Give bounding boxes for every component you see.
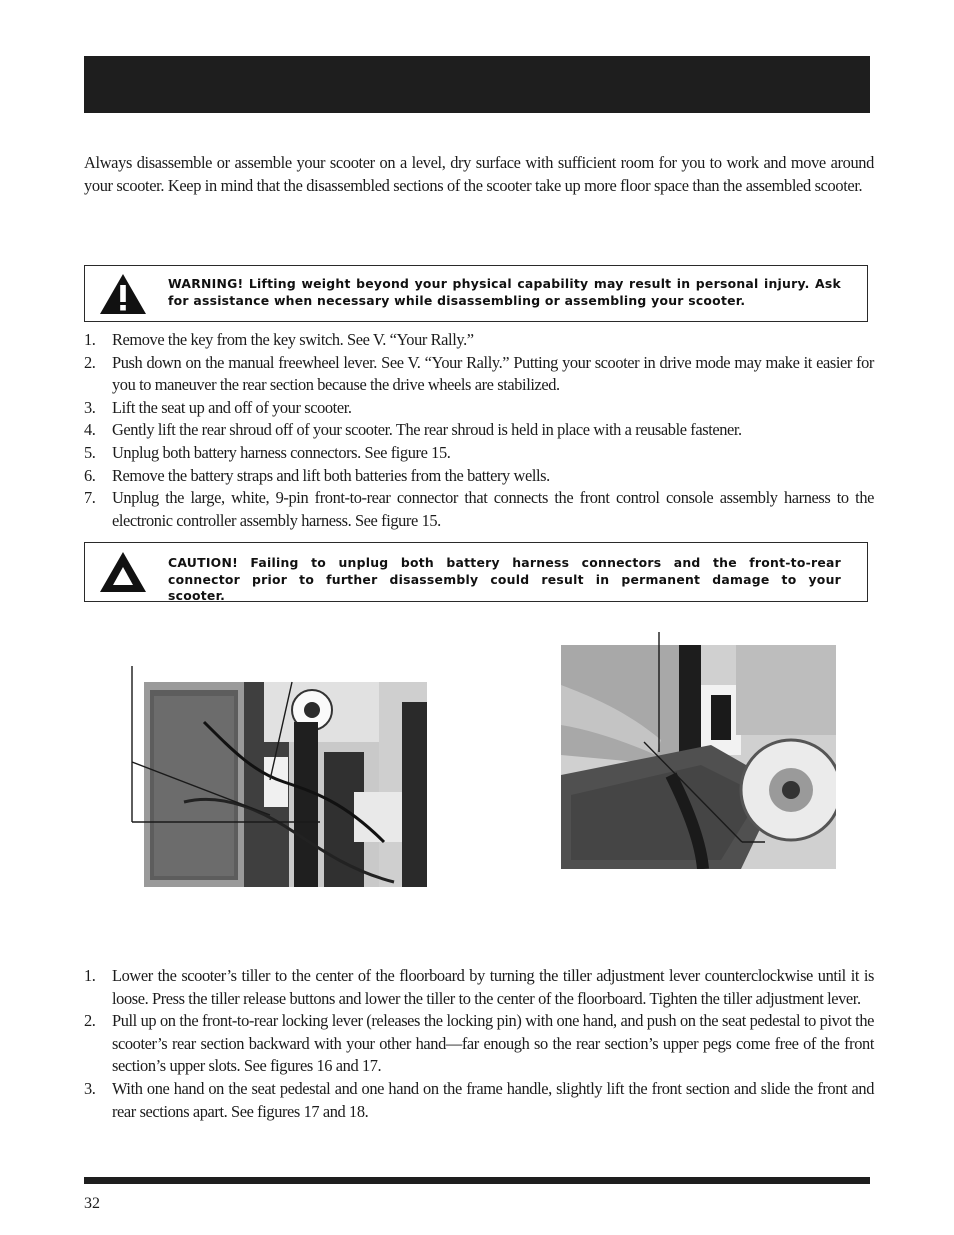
section-header-bar (84, 56, 870, 113)
list-item: 5. Unplug both battery harness connectors. See figure 15. (84, 442, 451, 462)
page-number: 32 (84, 1195, 100, 1212)
list-item: 2. Pull up on the front-to-rear locking lever (releases the locking pin) with one hand, and push on the seat pedestal to pivot the scooter’s rear section backward with your other hand—far enough so the rear section’s upper pegs come free of the front section’s upper slots. See figures 16 and 17. (84, 1011, 874, 1076)
caution-box (84, 542, 868, 602)
list-item: 4. Gently lift the rear shroud off of your scooter. The rear shroud is held in place with a reusable fastener. (84, 420, 742, 440)
front-to-rear-connector-photo (561, 645, 836, 869)
battery-harness-photo (144, 682, 427, 887)
intro-paragraph: Always disassemble or assemble your scooter on a level, dry surface with sufficient room for you to work and move around your scooter. Keep in mind that the disassembled sections of the scooter take up more floor space than the assembled scooter. (84, 153, 874, 195)
exclamation-icon (98, 272, 148, 316)
list-item: 3. With one hand on the seat pedestal and one hand on the frame handle, slightly lift the front section and slide the front and rear sections apart. See figures 17 and 18. (84, 1078, 874, 1121)
list-item: 1. Lower the scooter’s tiller to the center of the floorboard by turning the tiller adjustment lever counterclockwise until it is loose. Press the tiller release buttons and lower the tiller to the center of the floorboard. Tighten the tiller adjustment lever. (84, 966, 874, 1008)
caution-text: CAUTION! Failing to unplug both battery harness connectors and the front-to-rear connector prior to further disassembly could result in permanent damage to your scooter. (168, 555, 841, 603)
separation-steps-list (84, 965, 874, 1123)
list-item: 1. Remove the key from the key switch. See V. “Your Rally.” (84, 330, 474, 349)
list-item: 6. Remove the battery straps and lift both batteries from the battery wells. (84, 465, 550, 485)
warning-box (84, 265, 868, 322)
list-item: 3. Lift the seat up and off of your scooter. (84, 397, 352, 417)
list-item: 2. Push down on the manual freewheel lever. See V. “Your Rally.” Putting your scooter in drive mode may make it easier for you to maneuver the rear section because the drive wheels are stabilized. (84, 352, 874, 395)
triangle-icon (98, 550, 148, 594)
list-item: 7. Unplug the large, white, 9-pin front-to-rear connector that connects the front control console assembly harness to the electronic controller assembly harness. See figure 15. (84, 488, 874, 530)
disassembly-steps-list (84, 329, 874, 532)
footer-rule (84, 1177, 870, 1184)
warning-text: WARNING! Lifting weight beyond your physical capability may result in personal injury. Ask for assistance when necessary while disassembling or assembling your scooter. (168, 276, 841, 308)
